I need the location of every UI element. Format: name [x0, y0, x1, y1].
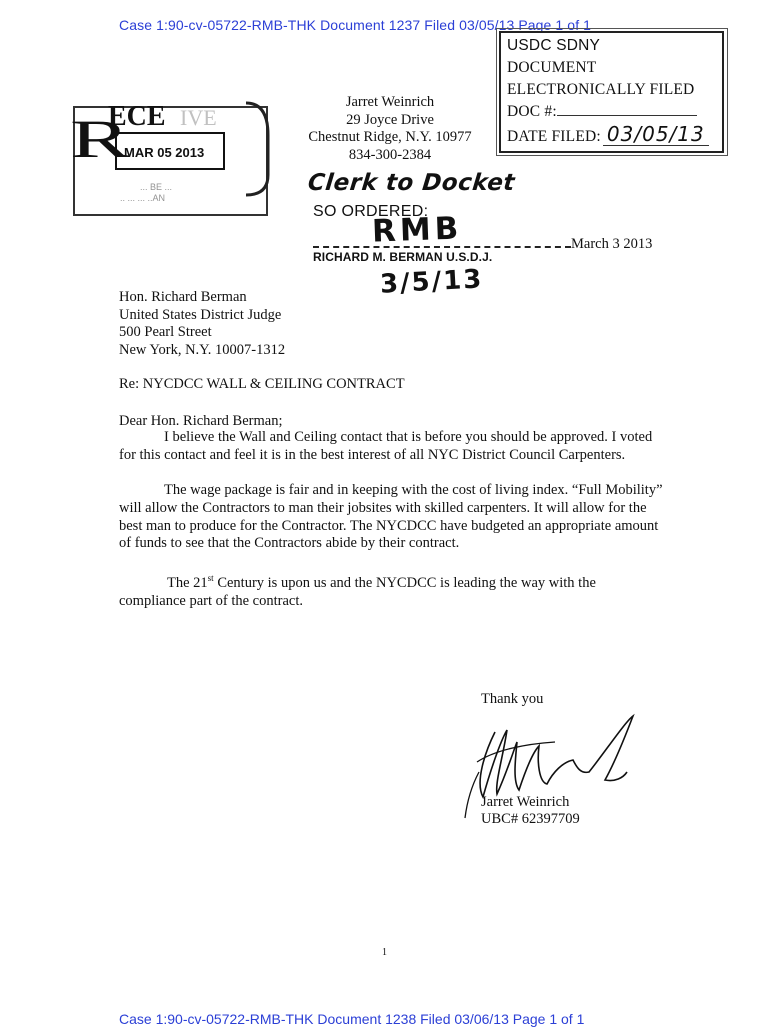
recipient-line: Hon. Richard Berman	[119, 289, 247, 305]
signer-name: Jarret Weinrich	[481, 794, 570, 810]
filing-electronic-label: ELECTRONICALLY FILED	[507, 81, 695, 98]
svg-text:R: R	[70, 109, 130, 169]
sender-address	[300, 94, 480, 164]
filing-date-value: 03/05/13	[603, 123, 709, 146]
filing-court: USDC SDNY	[507, 37, 601, 54]
filing-date-label: DATE FILED:	[507, 128, 601, 145]
recipient-line: New York, N.Y. 10007-1312	[119, 341, 286, 358]
judge-initials: RMB	[371, 210, 463, 250]
svg-text:ECE: ECE	[108, 101, 166, 132]
svg-text:.. ... ... ..AN: .. ... ... ..AN	[120, 193, 166, 203]
judge-name: RICHARD M. BERMAN U.S.D.J.	[313, 250, 493, 264]
recipient-address	[119, 289, 285, 359]
salutation: Dear Hon. Richard Berman;	[119, 413, 283, 429]
case-header: Case 1:90-cv-05722-RMB-THK Document 1237 Filed 03/05/13 Page 1 of 1	[119, 17, 592, 33]
sender-street: 29 Joyce Drive	[346, 111, 434, 128]
received-stamp	[70, 95, 270, 220]
next-case-header: Case 1:90-cv-05722-RMB-THK Document 1238 Filed 03/06/13 Page 1 of 1	[119, 1011, 585, 1027]
page-number: 1	[382, 947, 387, 958]
subject-line: Re: NYCDCC WALL & CEILING CONTRACT	[119, 376, 405, 392]
electronic-filing-box	[499, 31, 724, 153]
sender-name: Jarret Weinrich	[345, 94, 435, 110]
paragraph-text: The 21	[167, 574, 208, 591]
sender-phone: 834-300-2384	[348, 146, 432, 163]
so-ordered-label: SO ORDERED:	[313, 203, 429, 220]
recipient-line: United States District Judge	[119, 306, 282, 323]
recipient-line: 500 Pearl Street	[119, 324, 212, 340]
paragraph-text: Century is upon us and the NYCDCC is leading the way with the compliance part of the contract.	[119, 574, 596, 609]
clerk-handwritten-note: Clerk to Docket	[306, 170, 517, 196]
body-paragraph: The wage package is fair and in keeping with the cost of living index. “Full Mobility” will allow the Contractors to man their jobsites with skilled carpenters. It will allow for the best man to produce for the Contractor. The NYCDCC have budgeted an appropriate amount of funds to see that the Contractors abide by their contract.	[119, 482, 663, 552]
body-paragraph: I believe the Wall and Ceiling contact that is before you should be approved. I voted for this contact and feel it is in the best interest of all NYC District Council Carpenters.	[119, 429, 653, 463]
letter-date: March 3 2013	[571, 236, 653, 252]
signer-ubc-number: UBC# 62397709	[481, 811, 580, 827]
judge-signature-line	[313, 246, 571, 248]
body-paragraph	[119, 570, 664, 610]
order-handwritten-date: 3/5/13	[379, 264, 485, 300]
filing-doc-number-label: DOC #:	[507, 103, 557, 120]
sender-city: Chestnut Ridge, N.Y. 10977	[308, 129, 472, 145]
stamp-date: MAR 05 2013	[124, 145, 205, 160]
svg-text:... BE ...: ... BE ...	[140, 182, 173, 192]
svg-text:IVE: IVE	[180, 105, 217, 130]
filing-document-label: DOCUMENT	[507, 59, 597, 76]
ordinal-suffix: st	[207, 573, 214, 583]
closing: Thank you	[481, 691, 544, 707]
